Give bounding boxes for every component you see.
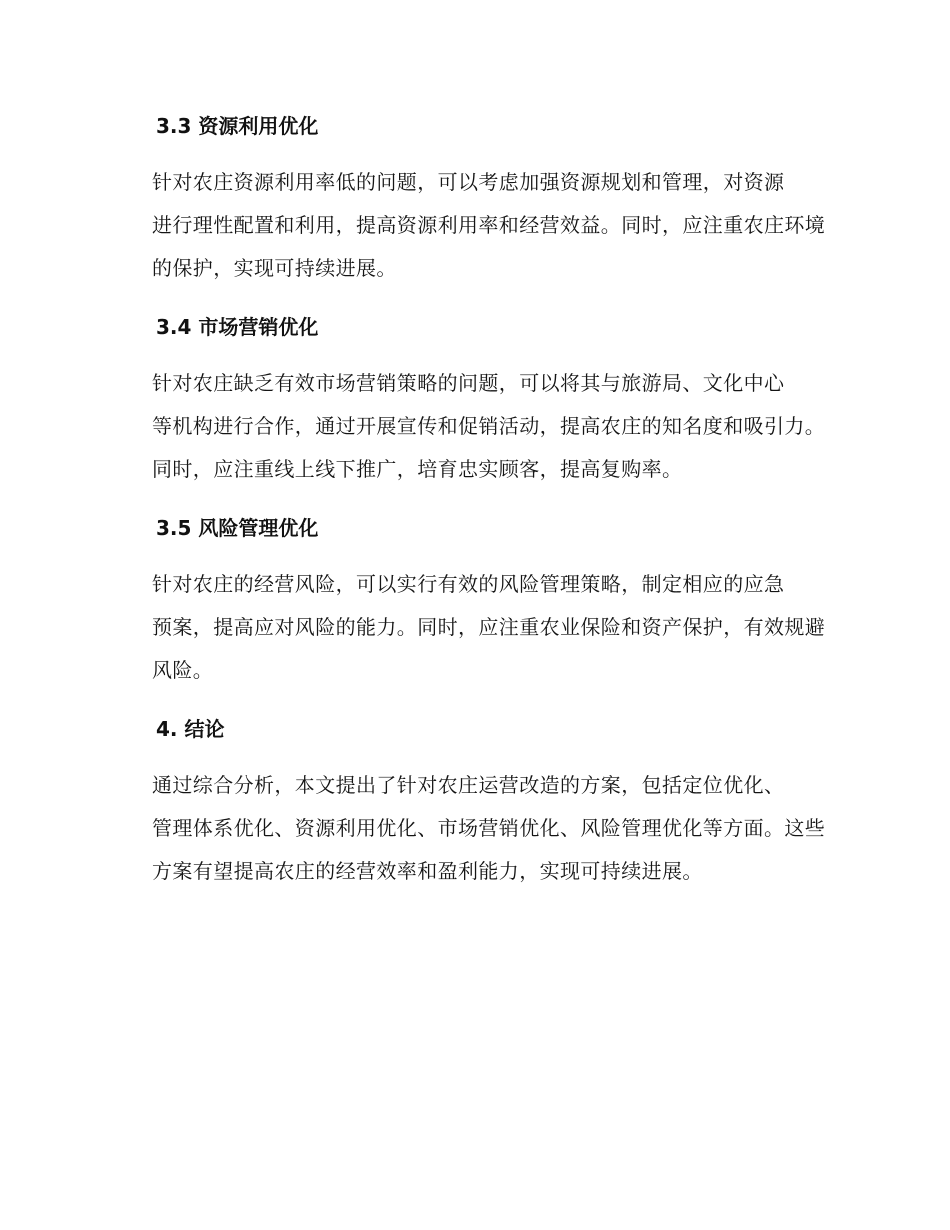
section-marketing-optimization — [112, 311, 832, 491]
section-heading: 3.3 资源利用优化 — [156, 114, 319, 138]
section-heading: 3.4 市场营销优化 — [156, 315, 319, 339]
section-resource-optimization — [112, 110, 832, 290]
section-risk-management-optimization — [112, 512, 832, 692]
paragraph-line: 预案，提高应对风险的能力。同时，应注重农业保险和资产保护，有效规避 — [152, 615, 826, 639]
paragraph-line: 针对农庄的经营风险，可以实行有效的风险管理策略，制定相应的应急 — [152, 572, 785, 596]
paragraph-line: 的保护，实现可持续进展。 — [152, 256, 397, 280]
section-heading: 4. 结论 — [156, 717, 225, 741]
paragraph-line: 针对农庄缺乏有效市场营销策略的问题，可以将其与旅游局、文化中心 — [152, 371, 785, 395]
paragraph-line: 针对农庄资源利用率低的问题，可以考虑加强资源规划和管理，对资源 — [152, 170, 785, 194]
document-body — [112, 110, 832, 914]
paragraph-line: 方案有望提高农庄的经营效率和盈利能力，实现可持续进展。 — [152, 859, 703, 883]
section-heading: 3.5 风险管理优化 — [156, 516, 319, 540]
paragraph-line: 进行理性配置和利用，提高资源利用率和经营效益。同时，应注重农庄环境 — [152, 213, 826, 237]
section-paragraph — [112, 362, 832, 491]
section-paragraph — [112, 563, 832, 692]
paragraph-line: 等机构进行合作，通过开展宣传和促销活动，提高农庄的知名度和吸引力。 — [152, 414, 826, 438]
paragraph-line: 同时，应注重线上线下推广，培育忠实顾客，提高复购率。 — [152, 457, 683, 481]
section-paragraph — [112, 161, 832, 290]
paragraph-line: 风险。 — [152, 658, 214, 682]
paragraph-line: 通过综合分析，本文提出了针对农庄运营改造的方案，包括定位优化、 — [152, 773, 785, 797]
section-paragraph — [112, 764, 832, 893]
paragraph-line: 管理体系优化、资源利用优化、市场营销优化、风险管理优化等方面。这些 — [152, 816, 826, 840]
section-conclusion — [112, 713, 832, 893]
